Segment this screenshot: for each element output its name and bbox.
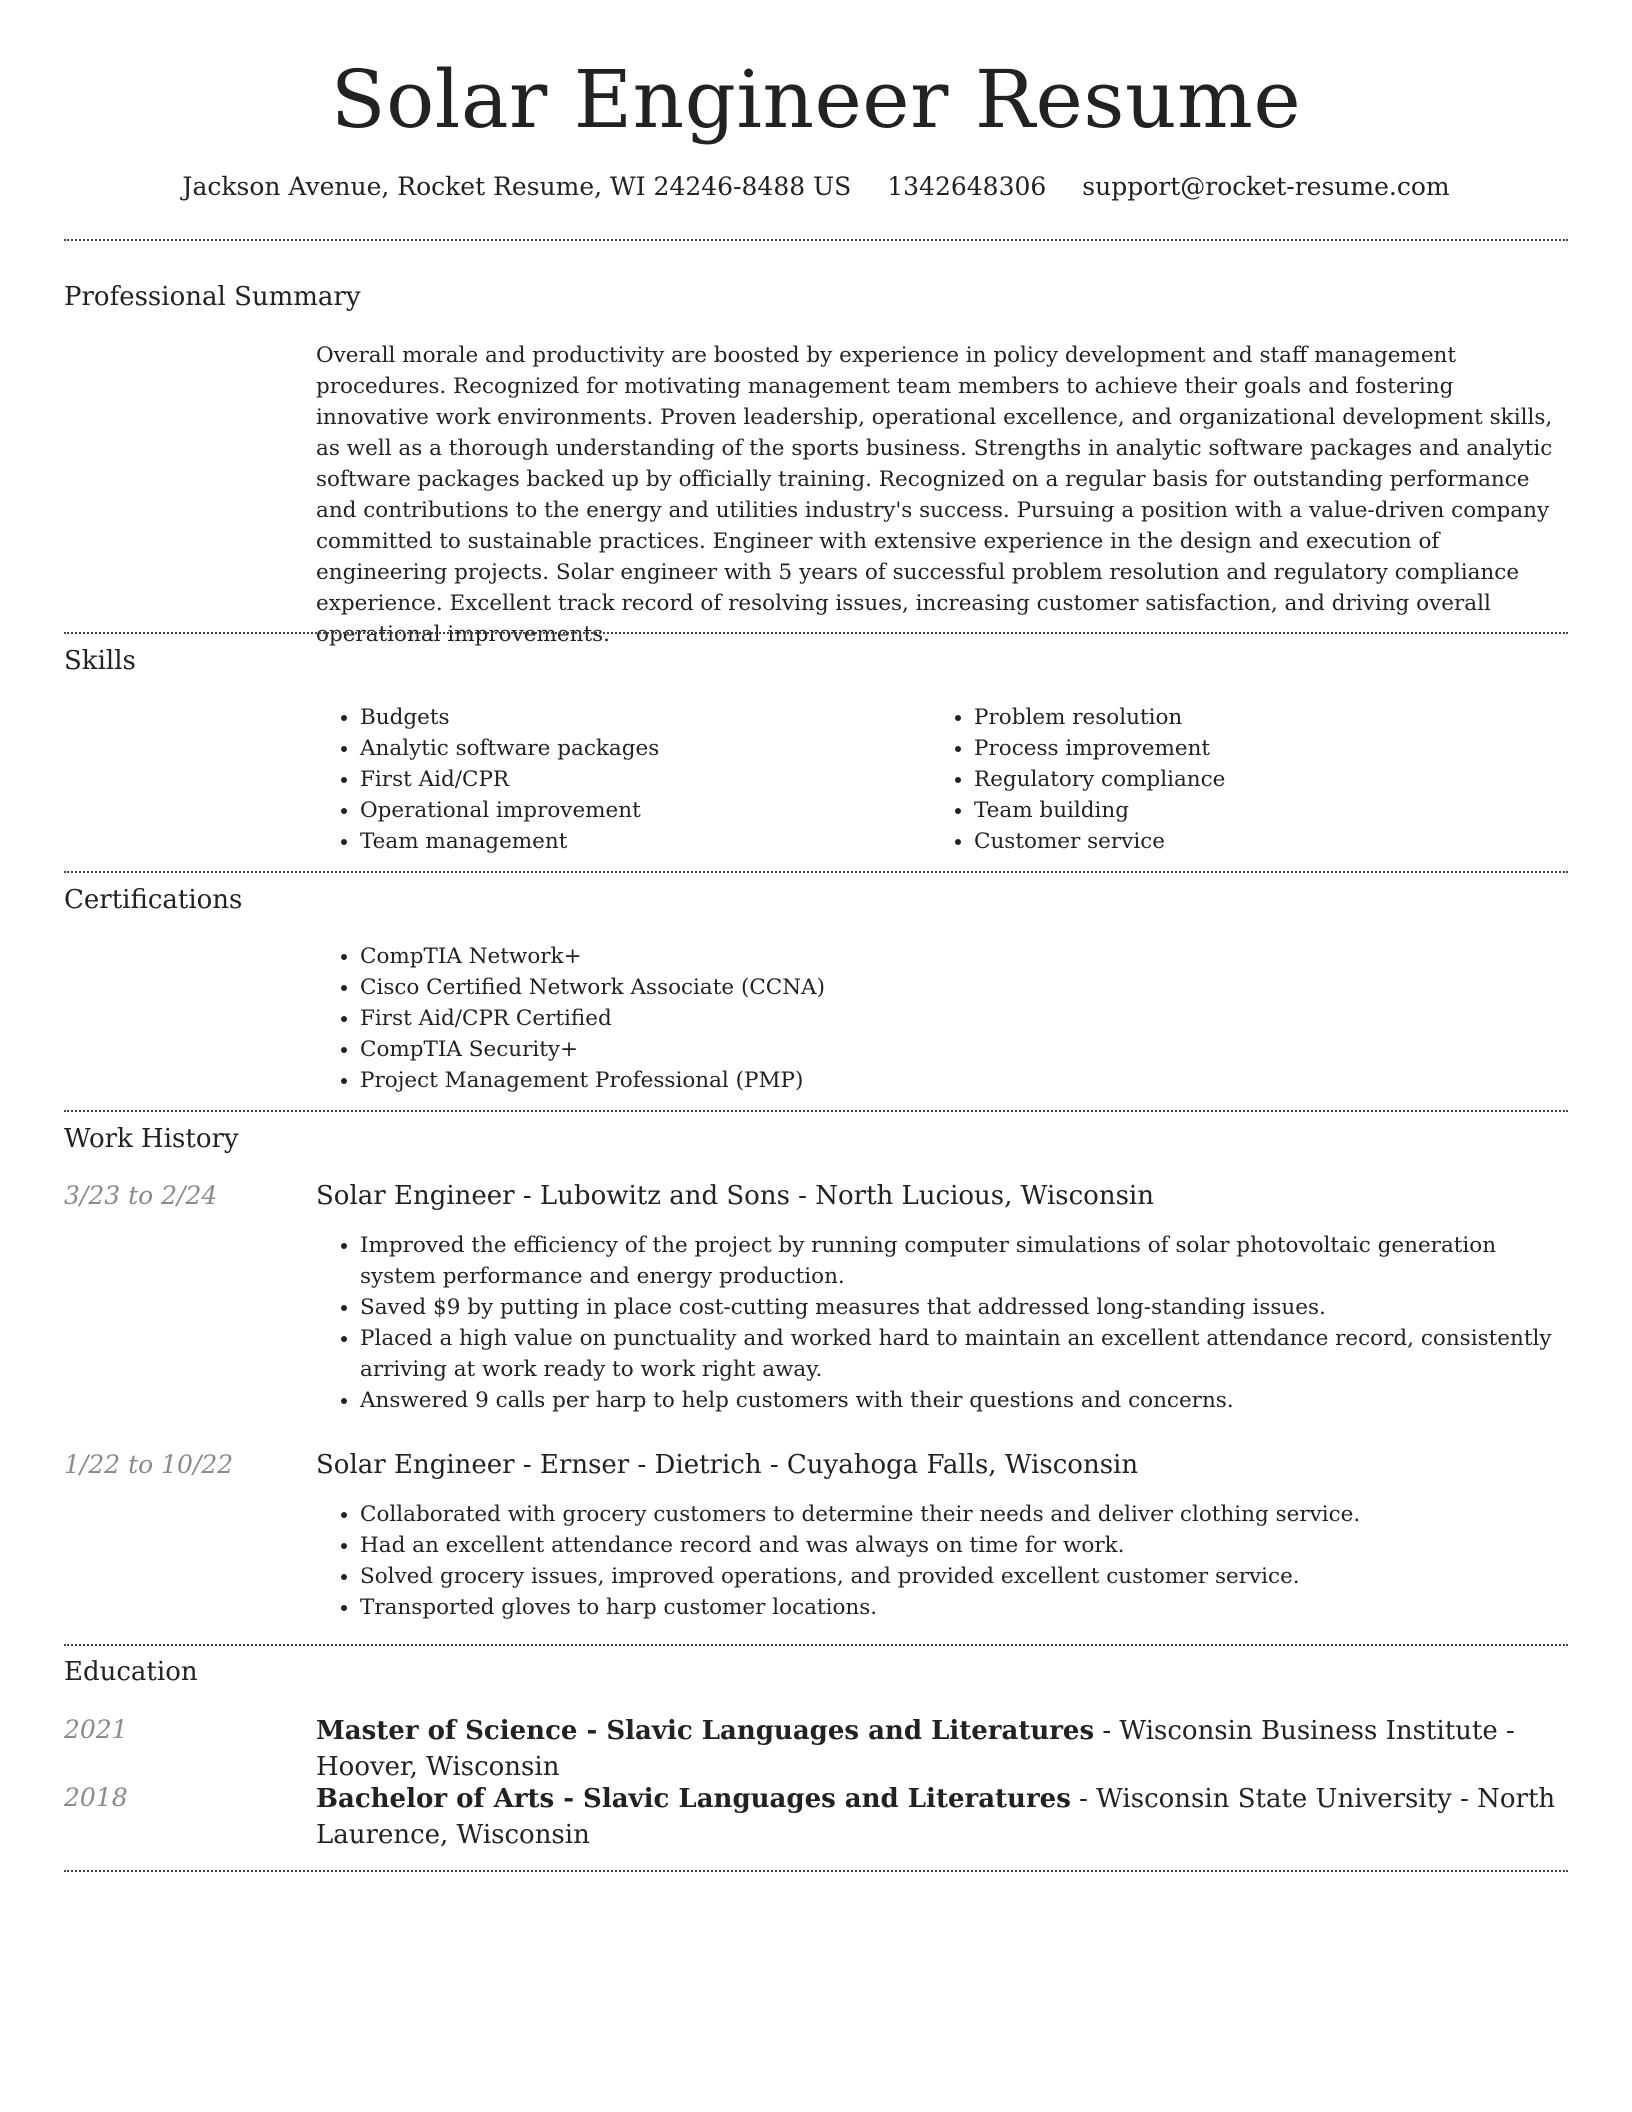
- certifications-list: [316, 941, 1568, 1096]
- divider: [64, 871, 1568, 873]
- job-bullet: • Improved the efficiency of the project by running computer simulations of solar photovoltaic generation system performance and energy production.: [360, 1230, 1568, 1292]
- skill-item: • Team building: [974, 795, 1550, 826]
- job-bullets: [316, 1230, 1568, 1416]
- job-bullets: [316, 1499, 1568, 1623]
- education-entry: [316, 1781, 1568, 1853]
- education-school: - Wisconsin State University - North Laurence, Wisconsin: [316, 1784, 1556, 1850]
- education-year: 2021: [64, 1715, 128, 1744]
- contact-address: Jackson Avenue, Rocket Resume, WI 24246-8488 US: [182, 172, 852, 201]
- job-bullet: • Saved $9 by putting in place cost-cutting measures that addressed long-standing issues.: [360, 1292, 1568, 1323]
- summary-heading: Professional Summary: [64, 282, 361, 312]
- job-dates: 3/23 to 2/24: [64, 1181, 218, 1210]
- certification-item: • First Aid/CPR Certified: [360, 1003, 1568, 1034]
- divider: [64, 1870, 1568, 1872]
- job-bullet: • Collaborated with grocery customers to determine their needs and deliver clothing service.: [360, 1499, 1568, 1530]
- job-bullet: • Placed a high value on punctuality and worked hard to maintain an excellent attendance record, consistently arriving at work ready to work right away.: [360, 1323, 1568, 1385]
- divider: [64, 632, 1568, 634]
- education-year: 2018: [64, 1783, 128, 1812]
- job-bullet: • Answered 9 calls per harp to help customers with their questions and concerns.: [360, 1385, 1568, 1416]
- certifications-heading: Certifications: [64, 885, 243, 915]
- skill-item: • Customer service: [974, 826, 1550, 857]
- education-heading: Education: [64, 1657, 198, 1687]
- education-entry: [316, 1713, 1568, 1785]
- work-history-heading: Work History: [64, 1124, 239, 1154]
- skills-heading: Skills: [64, 646, 136, 676]
- skill-item: • Budgets: [360, 702, 926, 733]
- skill-item: • Operational improvement: [360, 795, 926, 826]
- job-title: Solar Engineer - Lubowitz and Sons - North Lucious, Wisconsin: [316, 1181, 1154, 1211]
- skill-item: • Process improvement: [974, 733, 1550, 764]
- skill-item: • Analytic software packages: [360, 733, 926, 764]
- summary-text: Overall morale and productivity are boosted by experience in policy development and staff management procedures. Recognized for motivating management team members to achieve their goals and fostering innovative work environments. Proven leadership, operational excellence, and organizational development skills, as well as a thorough understanding of the sports business. Strengths in analytic software packages and analytic software packages backed up by officially training. Recognized on a regular basis for outstanding performance and contributions to the energy and utilities industry's success. Pursuing a position with a value-driven company committed to sustainable practices. Engineer with extensive experience in the design and execution of engineering projects. Solar engineer with 5 years of successful problem resolution and regulatory compliance experience. Excellent track record of resolving issues, increasing customer satisfaction, and driving overall operational improvements.: [316, 343, 1553, 647]
- page-title: Solar Engineer Resume: [330, 53, 1302, 146]
- certification-item: • Project Management Professional (PMP): [360, 1065, 1568, 1096]
- divider: [64, 239, 1568, 241]
- contact-line: [0, 172, 1632, 201]
- job-title: Solar Engineer - Ernser - Dietrich - Cuyahoga Falls, Wisconsin: [316, 1450, 1139, 1480]
- divider: [64, 1110, 1568, 1112]
- job-bullet: • Had an excellent attendance record and was always on time for work.: [360, 1530, 1568, 1561]
- education-school: - Wisconsin Business Institute - Hoover, Wisconsin: [316, 1716, 1515, 1782]
- skills-left-column: [316, 702, 926, 857]
- divider: [64, 1644, 1568, 1646]
- contact-email: support@rocket-resume.com: [1082, 172, 1450, 201]
- skill-item: • Team management: [360, 826, 926, 857]
- education-degree: Master of Science - Slavic Languages and Literatures: [316, 1716, 1095, 1746]
- skill-item: • First Aid/CPR: [360, 764, 926, 795]
- certification-item: • CompTIA Network+: [360, 941, 1568, 972]
- certification-item: • CompTIA Security+: [360, 1034, 1568, 1065]
- job-dates: 1/22 to 10/22: [64, 1450, 234, 1479]
- skills-right-column: [930, 702, 1550, 857]
- skill-item: • Regulatory compliance: [974, 764, 1550, 795]
- education-degree: Bachelor of Arts - Slavic Languages and Literatures: [316, 1784, 1071, 1814]
- contact-phone: 1342648306: [887, 172, 1047, 201]
- certification-item: • Cisco Certified Network Associate (CCNA): [360, 972, 1568, 1003]
- job-bullet: • Solved grocery issues, improved operations, and provided excellent customer service.: [360, 1561, 1568, 1592]
- skill-item: • Problem resolution: [974, 702, 1550, 733]
- job-bullet: • Transported gloves to harp customer locations.: [360, 1592, 1568, 1623]
